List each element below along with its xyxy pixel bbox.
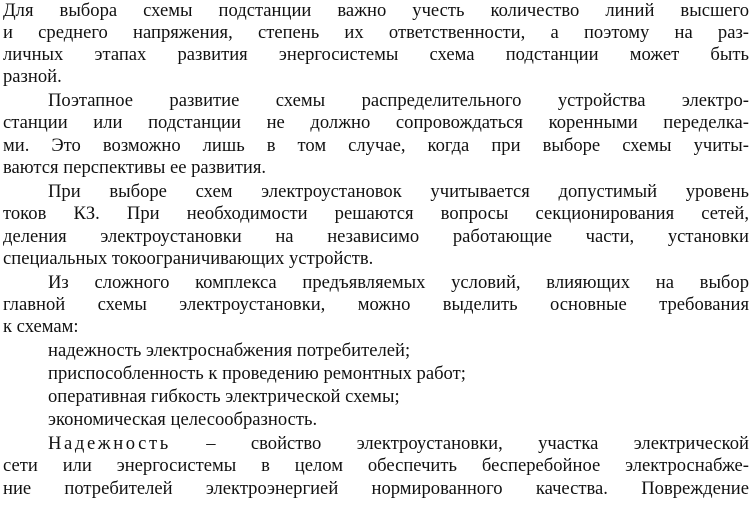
definition-text: свойство электроустановки, участка электрической	[250, 433, 750, 454]
text-line: Из сложного комплекса предъявляемых условий, влияющих на выбор	[48, 272, 749, 293]
text-line: Поэтапное развитие схемы распределительного устройства электро-	[48, 90, 749, 111]
text-line: специальных токоограничивающих устройств.	[3, 248, 374, 269]
text-line: токов КЗ. При необходимости решаются вопросы секционирования сетей,	[3, 203, 749, 224]
list-item: экономическая целесообразность.	[48, 409, 318, 430]
text-line: станции или подстанции не должно сопровождаться коренными переделка-	[3, 112, 749, 133]
definition-line	[48, 433, 749, 455]
text-line: разной.	[3, 66, 62, 87]
term-dash: –	[170, 433, 251, 454]
text-line: деления электроустановки на независимо работающие части, установки	[3, 226, 749, 247]
text-line: ваются перспективы ее развития.	[3, 157, 267, 178]
text-line: ми. Это возможно лишь в том случае, когда при выборе схемы учиты-	[3, 135, 749, 156]
list-item: оперативная гибкость электрической схемы;	[48, 386, 400, 407]
text-line: главной схемы электроустановки, можно выделить основные требования	[3, 294, 749, 315]
text-line: личных этапах развития энергосистемы схема подстанции может быть	[3, 44, 749, 65]
list-item: приспособленность к проведению ремонтных работ;	[48, 363, 466, 384]
text-line: При выборе схем электроустановок учитывается допустимый уровень	[48, 181, 749, 202]
text-line: ние потребителей электроэнергией нормированного качества. Повреждение	[3, 478, 749, 499]
text-line: сети или энергосистемы в целом обеспечить бесперебойное электроснабже-	[3, 455, 749, 476]
text-line: к схемам:	[3, 316, 79, 337]
reliability-term: Надежность	[48, 433, 171, 454]
text-line: Для выбора схемы подстанции важно учесть количество линий высшего	[3, 0, 749, 21]
list-item: надежность электроснабжения потребителей;	[48, 340, 411, 361]
text-line: и среднего напряжения, степень их ответственности, а поэтому на раз-	[3, 22, 749, 43]
